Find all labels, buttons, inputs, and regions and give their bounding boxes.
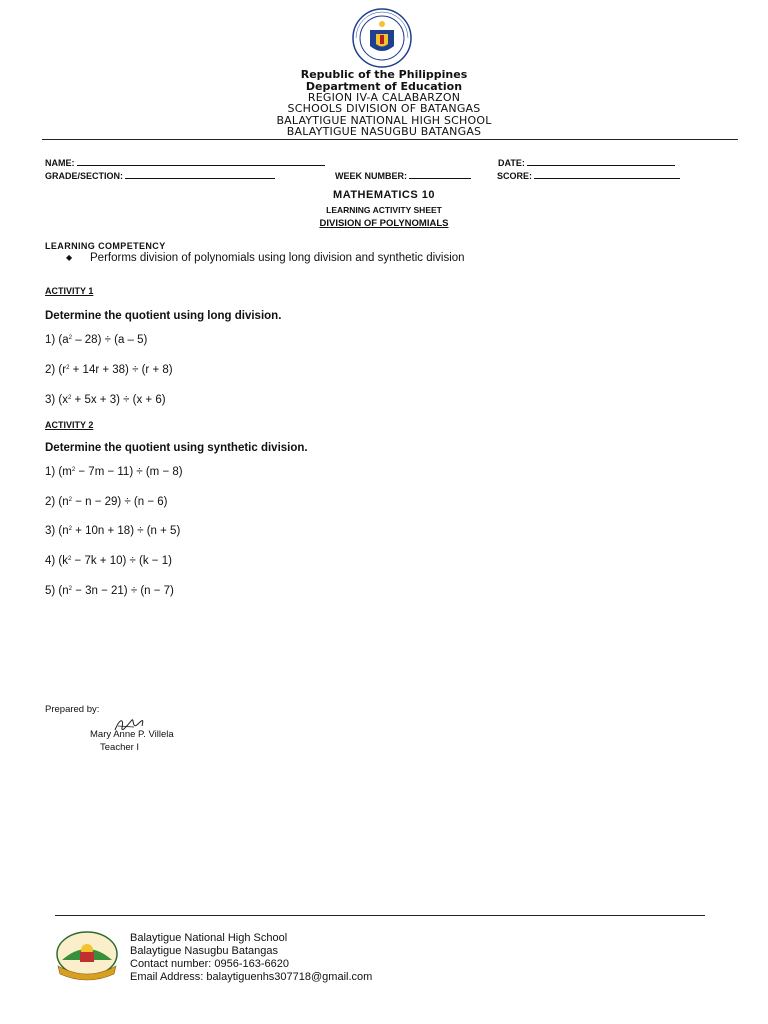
header-line-5: BALAYTIGUE NATIONAL HIGH SCHOOL: [276, 114, 492, 127]
activity-1-item-1: 1) $(a^2 - 28) \div (a - 5)$: [45, 334, 148, 346]
activity-2-item-1: 1) $(m^2 - 7m - 11) \div (m - 8)$: [45, 466, 183, 478]
name-field[interactable]: [45, 156, 325, 168]
score-label: SCORE:: [497, 171, 533, 181]
week-number-label: WEEK NUMBER:: [335, 171, 407, 181]
header-line-6: BALAYTIGUE NASUGBU BATANGAS: [286, 125, 482, 138]
header-line-4: SCHOOLS DIVISION OF BATANGAS: [287, 102, 481, 115]
week-number-field[interactable]: [335, 169, 471, 181]
activity-2-item-4: 4) $(k^2 - 7k + 10) \div (k - 1)$: [45, 555, 172, 567]
header-divider: [42, 139, 738, 140]
grade-section-blank[interactable]: [125, 169, 275, 179]
footer-contact: Contact number: 0956-163-6620: [130, 958, 289, 970]
footer-email[interactable]: Email Address: balaytiguenhs307718@gmail.com: [130, 971, 373, 983]
name-label: NAME:: [45, 158, 75, 168]
topic-title: DIVISION OF POLYNOMIALS: [319, 218, 449, 229]
bullet-icon: ◆: [66, 253, 73, 262]
header-line-3: REGION IV-A CALABARZON: [307, 91, 461, 104]
deped-seal-icon: [348, 8, 416, 68]
activity-2-instruction: Determine the quotient using synthetic division.: [45, 442, 308, 454]
week-number-blank[interactable]: [409, 169, 471, 179]
date-field[interactable]: [498, 156, 675, 168]
school-logo-icon: [52, 930, 122, 982]
header-line-2: Department of Education: [305, 80, 463, 93]
activity-1-instruction: Determine the quotient using long division.: [45, 310, 282, 322]
sheet-title: LEARNING ACTIVITY SHEET: [326, 205, 442, 215]
grade-section-label: GRADE/SECTION:: [45, 171, 124, 181]
subject-title: MATHEMATICS 10: [333, 189, 435, 201]
prepared-by-label: Prepared by:: [45, 704, 100, 715]
score-field[interactable]: [497, 169, 680, 181]
activity-1-item-2: 2) $(r^2 + 14r + 38) \div (r + 8)$: [45, 364, 173, 376]
activity-2-item-5: 5) $(n^2 - 3n - 21) \div (n - 7)$: [45, 585, 174, 597]
footer-school: Balaytigue National High School: [130, 932, 288, 944]
grade-section-field[interactable]: [45, 169, 275, 181]
name-blank[interactable]: [77, 156, 325, 166]
footer-divider: [55, 915, 705, 916]
header-line-1: Republic of the Philippines: [300, 68, 468, 81]
activity-1-label: ACTIVITY 1: [45, 286, 94, 296]
competency-heading: LEARNING COMPETENCY: [45, 241, 166, 251]
footer-address: Balaytigue Nasugbu Batangas: [130, 945, 278, 957]
activity-2-item-3: 3) $(n^2 + 10n + 18) \div (n + 5)$: [45, 525, 181, 537]
competency-text: Performs division of polynomials using long division and synthetic division: [90, 252, 465, 264]
date-label: DATE:: [498, 158, 525, 168]
teacher-name: Mary Anne P. Villela: [90, 729, 174, 740]
score-blank[interactable]: [534, 169, 680, 179]
activity-2-label: ACTIVITY 2: [45, 420, 94, 430]
date-blank[interactable]: [527, 156, 675, 166]
activity-1-item-3: 3) $(x^2 + 5x + 3) \div (x + 6)$: [45, 394, 166, 406]
activity-2-item-2: 2) $(n^2 - n - 29) \div (n - 6)$: [45, 496, 168, 508]
teacher-position: Teacher I: [100, 742, 140, 753]
